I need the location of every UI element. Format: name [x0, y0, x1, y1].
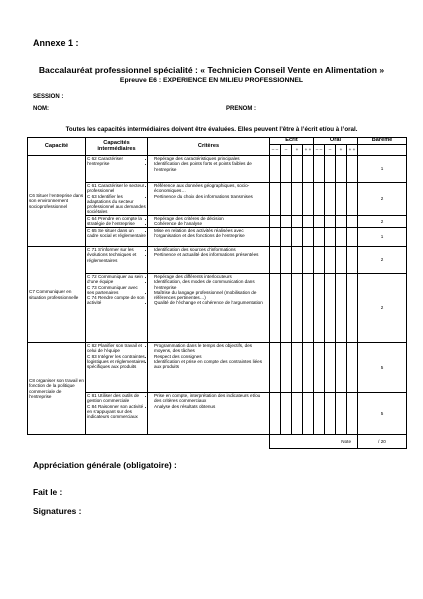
critere-item: • Référence aux données géographiques, socio-économiques…	[154, 183, 268, 194]
score-cell[interactable]	[336, 156, 347, 183]
score-cell[interactable]	[314, 393, 325, 435]
capacite-intermediaire-cell: C 65 Se situer dans un cadre social et réglementaire	[86, 228, 148, 247]
score-cell[interactable]	[270, 216, 281, 228]
scale-oral-pp: + +	[347, 145, 358, 156]
score-cell[interactable]	[336, 247, 347, 274]
score-cell[interactable]	[347, 274, 358, 343]
score-cell[interactable]	[336, 216, 347, 228]
critere-item: • Analyse des résultats obtenus	[154, 404, 268, 409]
capacite-intermediaire-cell: C 72 Communiquer au sein d’une équipe C 73 Communiquer avec ses partenaires C 74 Rendre compte de son activité	[86, 274, 148, 343]
header-criteres: Critères	[148, 138, 270, 156]
critere-item: • Identification et prise en compte des contraintes liées aux produits	[154, 359, 268, 370]
criteres-cell	[148, 274, 270, 343]
score-cell[interactable]	[314, 183, 325, 216]
critere-item: • Repérage des différents interlocuteurs	[154, 274, 268, 279]
score-cell[interactable]	[347, 228, 358, 247]
critere-item: • Identification des points forts et points faibles de l’entreprise	[154, 161, 268, 172]
score-cell[interactable]	[347, 393, 358, 435]
instruction-text: Toutes les capacités intermédiaires doivent être évaluées. Elles peuvent l’être à l’écrit et/ou à l’oral.	[65, 126, 358, 133]
scale-ecrit-p: +	[292, 145, 303, 156]
note-total: / 20	[358, 435, 407, 449]
score-cell[interactable]	[336, 393, 347, 435]
score-cell[interactable]	[281, 274, 292, 343]
critere-item: • Cohérence de l’analyse	[154, 221, 268, 226]
score-cell[interactable]	[325, 183, 336, 216]
score-cell[interactable]	[281, 343, 292, 393]
epreuve-title: Epreuve E6 : EXPERIENCE EN MILIEU PROFESSIONNEL	[119, 77, 304, 84]
nom-label: NOM:	[33, 106, 49, 112]
fait-le-label: Fait le :	[33, 487, 63, 497]
score-cell[interactable]	[325, 247, 336, 274]
criteres-cell	[148, 247, 270, 274]
score-cell[interactable]	[325, 156, 336, 183]
scale-oral-m: –	[325, 145, 336, 156]
criteres-cell	[148, 343, 270, 393]
score-cell[interactable]	[292, 156, 303, 183]
header-ecrit: Ecrit	[270, 138, 314, 145]
critere-item: • Respect des consignes	[154, 354, 268, 359]
capacite-intermediaire-cell: C 64 Prendre en compte la stratégie de l’entreprise	[86, 216, 148, 228]
note-label: Note	[270, 435, 358, 449]
score-cell[interactable]	[270, 274, 281, 343]
score-cell[interactable]	[336, 228, 347, 247]
score-cell[interactable]	[270, 183, 281, 216]
score-cell[interactable]	[270, 343, 281, 393]
critere-item: • Programmation dans le temps des objectifs, des moyens, des tâches	[154, 343, 268, 354]
score-cell[interactable]	[281, 156, 292, 183]
critere-item: • Identification des sources d’informations	[154, 247, 268, 252]
header-oral: Oral	[314, 138, 358, 145]
score-cell[interactable]	[325, 274, 336, 343]
score-cell[interactable]	[303, 343, 314, 393]
score-cell[interactable]	[270, 156, 281, 183]
criteres-cell	[148, 183, 270, 216]
score-cell[interactable]	[270, 247, 281, 274]
criteres-cell	[148, 393, 270, 435]
critere-item: • Qualité de l’échange et cohérence de l’argumentation	[154, 300, 268, 305]
appreciation-label: Appréciation générale (obligatoire) :	[33, 460, 177, 470]
criteres-cell	[148, 228, 270, 247]
critere-item: • Repérage des caractéristiques principales	[154, 156, 268, 161]
score-cell[interactable]	[347, 216, 358, 228]
score-cell[interactable]	[303, 393, 314, 435]
scale-oral-p: +	[336, 145, 347, 156]
score-cell[interactable]	[281, 228, 292, 247]
score-cell[interactable]	[303, 247, 314, 274]
bareme-cell: 2	[358, 183, 407, 216]
scale-ecrit-mm: – –	[270, 145, 281, 156]
score-cell[interactable]	[303, 156, 314, 183]
annexe-label: Annexe 1 :	[33, 38, 79, 48]
score-cell[interactable]	[314, 216, 325, 228]
score-cell[interactable]	[347, 343, 358, 393]
bareme-cell: 2	[358, 247, 407, 274]
criteres-cell	[148, 156, 270, 183]
critere-item: • Pertinence et actualité des informations présentées	[154, 252, 268, 257]
score-cell[interactable]	[281, 216, 292, 228]
header-capacites-intermediaires: Capacités intermédiaires	[86, 138, 148, 156]
bareme-cell: 2	[358, 216, 407, 228]
score-cell[interactable]	[292, 274, 303, 343]
capacite-cell: C8 organiser son travail en fonction de la politique commerciale de l’entreprise	[28, 343, 86, 435]
score-cell[interactable]	[303, 274, 314, 343]
critere-item: • Identification, des modes de communication dans l’entreprise	[154, 279, 268, 290]
score-cell[interactable]	[325, 393, 336, 435]
critere-item: • Prise en compte, interprétation des indicateurs et/ou des critères commerciaux	[154, 393, 268, 404]
capacite-intermediaire-cell: C 71 S’informer sur les évolutions techniques et réglementaires	[86, 247, 148, 274]
score-cell[interactable]	[336, 343, 347, 393]
score-cell[interactable]	[336, 274, 347, 343]
capacite-intermediaire-cell: C 61 Caractériser le secteur professionnel C 63 Identifier les adaptations du secteur professionnel aux demandes sociétales	[87, 183, 146, 215]
score-cell[interactable]	[325, 228, 336, 247]
evaluation-table	[27, 137, 407, 449]
scale-ecrit-pp: + +	[303, 145, 314, 156]
bac-title: Baccalauréat professionnel spécialité : « Technicien Conseil Vente en Alimentation »	[38, 65, 385, 75]
score-cell[interactable]	[314, 247, 325, 274]
header-capacite: Capacité	[28, 138, 86, 156]
bareme-cell: 2	[358, 274, 407, 343]
scale-oral-mm: – –	[314, 145, 325, 156]
score-cell[interactable]	[314, 274, 325, 343]
table-row	[28, 343, 407, 393]
session-label: SESSION :	[33, 94, 64, 100]
score-cell[interactable]	[325, 216, 336, 228]
score-cell[interactable]	[281, 247, 292, 274]
score-cell[interactable]	[292, 228, 303, 247]
critere-item: • Mise en relation des activités réalisées avec l’organisation et des fonctions de l’entreprise	[154, 228, 268, 239]
table-row	[28, 156, 407, 183]
score-cell[interactable]	[314, 228, 325, 247]
scale-ecrit-m: –	[281, 145, 292, 156]
bareme-cell: 5	[358, 393, 407, 435]
score-cell[interactable]	[270, 228, 281, 247]
score-cell[interactable]	[292, 343, 303, 393]
score-cell[interactable]	[292, 247, 303, 274]
bareme-cell: 1	[358, 156, 407, 183]
capacite-intermediaire-cell: C 62 Caractériser l’entreprise	[86, 156, 148, 183]
score-cell[interactable]	[292, 393, 303, 435]
criteres-cell	[148, 216, 270, 228]
score-cell[interactable]	[292, 216, 303, 228]
capacite-cell: C6 Situer l’entreprise dans son environnement socioprofessionnel	[28, 156, 86, 247]
critere-item: • Maîtrise du langage professionnel (mobilisation de références pertinentes…)	[154, 290, 268, 301]
score-cell[interactable]	[347, 156, 358, 183]
score-cell[interactable]	[314, 343, 325, 393]
score-cell[interactable]	[270, 393, 281, 435]
capacite-intermediaire-cell: C 81 Utiliser des outils de gestion commerciale C 84 Raisonner son activité en s’appuyant sur des indicateurs commerciaux	[86, 393, 148, 435]
bareme-cell: 5	[358, 343, 407, 393]
score-cell[interactable]	[303, 228, 314, 247]
score-cell[interactable]	[347, 247, 358, 274]
prenom-label: PRENOM :	[226, 106, 256, 112]
critere-item: • Pertinence du choix des informations transmises	[154, 194, 268, 199]
signatures-label: Signatures :	[33, 506, 82, 516]
critere-item: • Repérage des critères de décision	[154, 216, 268, 221]
score-cell[interactable]	[325, 343, 336, 393]
score-cell[interactable]	[303, 183, 314, 216]
capacite-intermediaire-cell: C 82 Planifier son travail et celui de l’équipe C 83 Intégrer les contraintes logistiques et réglementaires spécifiques aux produits	[86, 343, 148, 393]
score-cell[interactable]	[281, 393, 292, 435]
score-cell[interactable]	[347, 183, 358, 216]
score-cell[interactable]	[292, 183, 303, 216]
table-row	[28, 247, 407, 274]
score-cell[interactable]	[303, 216, 314, 228]
score-cell[interactable]	[281, 183, 292, 216]
score-cell[interactable]	[336, 183, 347, 216]
bareme-empty-header	[358, 145, 407, 156]
bareme-cell: 1	[358, 228, 407, 247]
header-bareme: Barème	[358, 138, 407, 145]
capacite-cell: C7 Communiquer en situation professionnelle	[28, 247, 86, 343]
score-cell[interactable]	[314, 156, 325, 183]
